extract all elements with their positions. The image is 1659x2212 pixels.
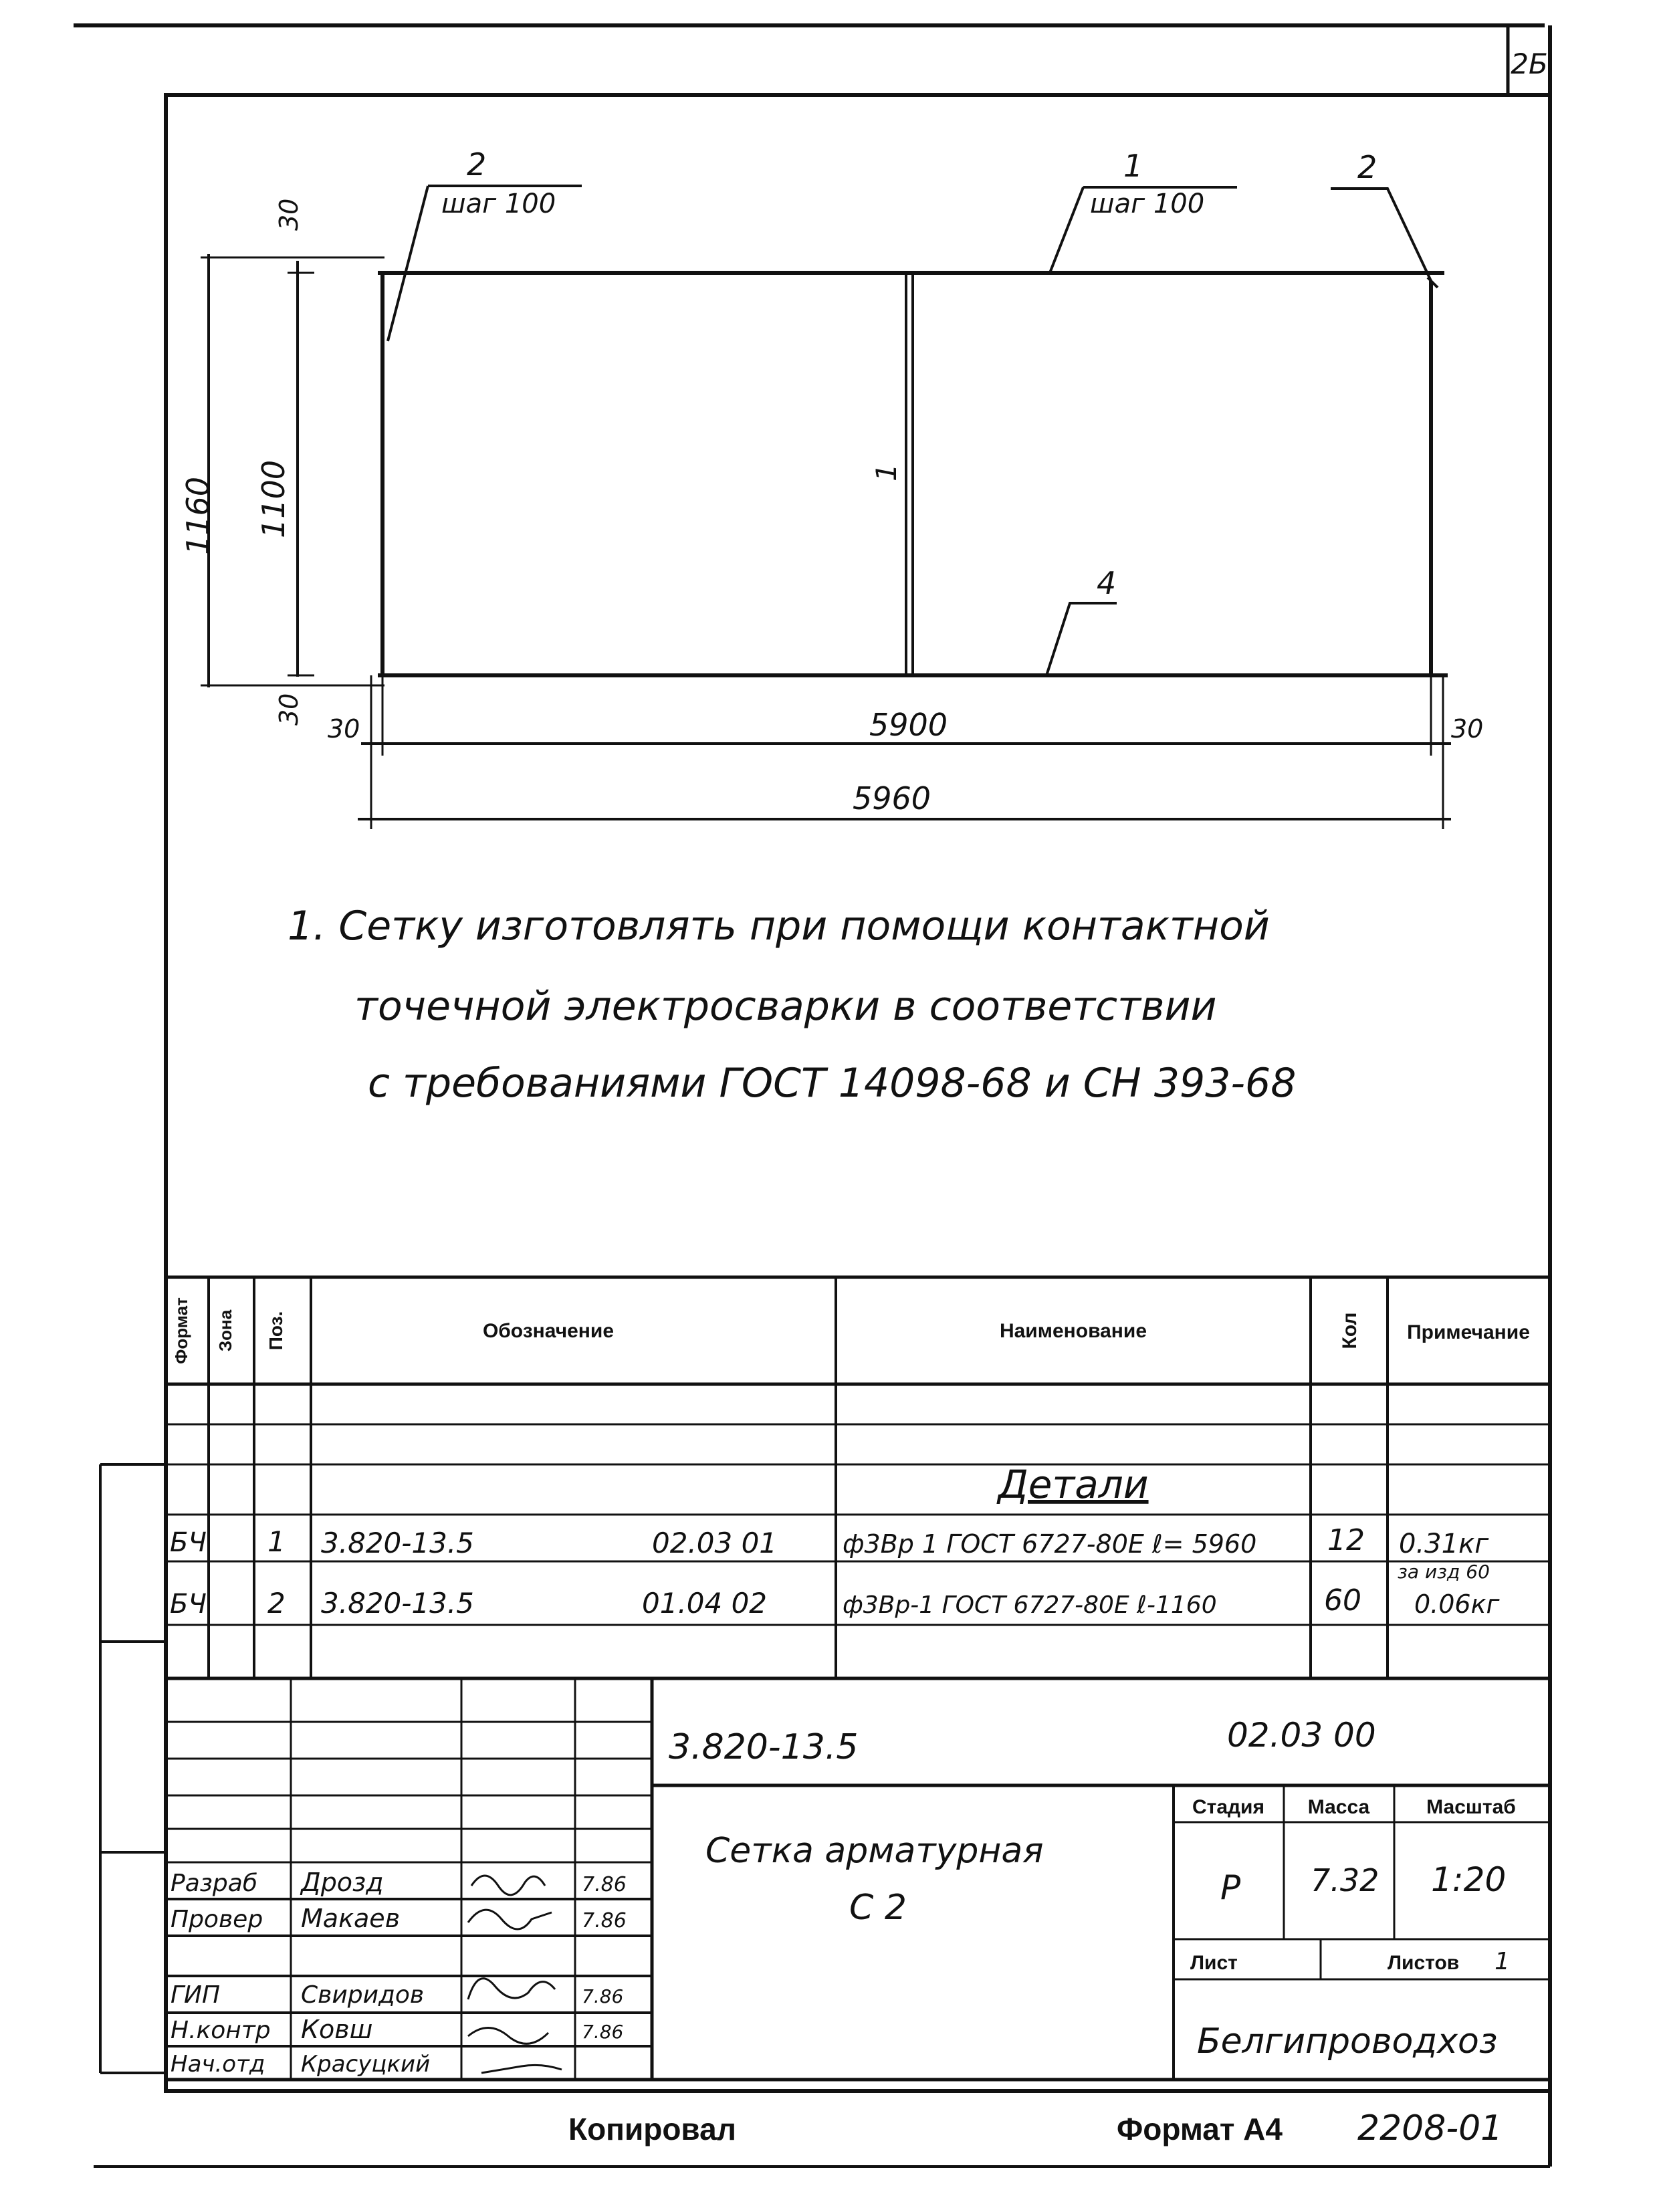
side-binding	[100, 1464, 166, 2073]
sig-name: Макаев	[301, 1904, 401, 1933]
col-format: Формат	[171, 1297, 191, 1364]
stage-value: Р	[1220, 1868, 1241, 1907]
sig-date: 7.86	[582, 1873, 627, 1896]
row2-qty: 60	[1324, 1583, 1361, 1618]
col-name: Наименование	[999, 1320, 1147, 1342]
note-line-3: с требованиями ГОСТ 14098-68 и СН 393-68	[368, 1060, 1297, 1107]
sig-name: Свиридов	[301, 1981, 425, 2009]
dim-left-30: 30	[328, 714, 360, 744]
row1-designation-code: 02.03 01	[652, 1527, 778, 1559]
row1-note: 0.31кг	[1399, 1529, 1489, 1559]
signature-row	[171, 1904, 627, 1933]
dim-width-inner: 5900	[869, 707, 948, 743]
table-row	[170, 1523, 1489, 1559]
leader-pos2-left	[388, 186, 428, 341]
mesh-drawing	[201, 186, 1451, 829]
signature-row	[171, 2051, 430, 2078]
col-designation: Обозначение	[482, 1320, 615, 1342]
mass-label: Масса	[1307, 1796, 1370, 1818]
sheets-value: 1	[1495, 1948, 1510, 1975]
sig-name: Ковш	[301, 2015, 373, 2044]
sig-name: Красуцкий	[301, 2051, 431, 2078]
sheet-number: 2Б	[1511, 47, 1548, 80]
callout-pos4: 4	[1097, 565, 1117, 601]
row2-name: ф3Вр-1 ГОСТ 6727-80Е ℓ-1160	[843, 1591, 1217, 1619]
scale-label: Масштаб	[1426, 1796, 1516, 1818]
sheets-label: Листов	[1388, 1952, 1460, 1974]
sig-date: 7.86	[582, 1909, 627, 1932]
note-line-2: точечной электросварки в соответствии	[354, 983, 1217, 1030]
callout-pitch-right: шаг 100	[1090, 189, 1205, 219]
row2-designation-code: 01.04 02	[642, 1587, 768, 1620]
callout-pos1: 1	[1123, 148, 1143, 184]
leader-pos1	[1050, 187, 1083, 273]
col-note: Примечание	[1407, 1321, 1530, 1343]
section-title: Детали	[998, 1462, 1149, 1507]
sig-role: Нач.отд	[171, 2051, 265, 2078]
dim-bottom-30: 30	[274, 693, 304, 726]
doc-code: 3.820-13.5	[669, 1727, 859, 1767]
title-line-1: Сетка арматурная	[705, 1831, 1044, 1871]
sig-role: ГИП	[171, 1981, 221, 2009]
col-qty: Кол	[1339, 1312, 1361, 1349]
dim-top-30: 30	[274, 198, 304, 231]
row1-pos: 1	[267, 1525, 286, 1558]
mass-value: 7.32	[1311, 1862, 1379, 1898]
row1-qty: 12	[1327, 1523, 1365, 1557]
callout-pitch-left: шаг 100	[441, 189, 556, 219]
sig-name: Дрозд	[301, 1868, 384, 1897]
leader-pos2-right	[1331, 189, 1431, 281]
row1-designation: 3.820-13.5	[321, 1527, 474, 1559]
dim-width-outer: 5960	[853, 780, 931, 816]
row2-note-top: за изд 60	[1398, 1561, 1490, 1583]
footer-format: Формат А4	[1117, 2112, 1283, 2146]
stage-label: Стадия	[1192, 1796, 1265, 1818]
row2-designation: 3.820-13.5	[321, 1587, 474, 1620]
row2-format: БЧ	[170, 1589, 207, 1620]
leader-pos4	[1046, 603, 1117, 675]
row1-name: ф3Вр 1 ГОСТ 6727-80Е ℓ= 5960	[843, 1529, 1257, 1559]
note-line-1: 1. Сетку изготовлять при помощи контактной	[288, 903, 1270, 950]
sig-date: 7.86	[582, 2021, 624, 2043]
signature-row	[171, 1868, 627, 1897]
col-pos: Поз.	[265, 1311, 286, 1351]
dim-right-30: 30	[1451, 714, 1484, 744]
dim-height-inner: 1100	[255, 459, 292, 538]
sig-date: 7.86	[582, 1985, 624, 2007]
row1-format: БЧ	[170, 1527, 207, 1558]
doc-number: 02.03 00	[1227, 1716, 1376, 1755]
middle-pos-label: 1	[870, 463, 903, 481]
signature-row	[171, 2015, 623, 2044]
sheet-label: Лист	[1190, 1952, 1238, 1974]
signature-row	[171, 1981, 623, 2009]
row2-pos: 2	[267, 1587, 286, 1620]
callout-pos2-right: 2	[1357, 149, 1377, 185]
footer-copied: Копировал	[568, 2112, 736, 2146]
row2-note: 0.06кг	[1414, 1589, 1500, 1619]
sig-role: Н.контр	[171, 2017, 271, 2044]
col-zone: Зона	[215, 1309, 235, 1352]
sig-role: Провер	[171, 1906, 263, 1933]
title-line-2: С 2	[849, 1888, 907, 1928]
dim-height-outer: 1160	[180, 476, 216, 555]
scale-value: 1:20	[1431, 1860, 1507, 1899]
sig-role: Разраб	[171, 1870, 258, 1897]
callout-pos2-left: 2	[467, 146, 487, 183]
organization: Белгипроводхоз	[1197, 2021, 1498, 2062]
footer-code: 2208-01	[1357, 2108, 1503, 2148]
signature-scribbles	[468, 1876, 562, 2073]
